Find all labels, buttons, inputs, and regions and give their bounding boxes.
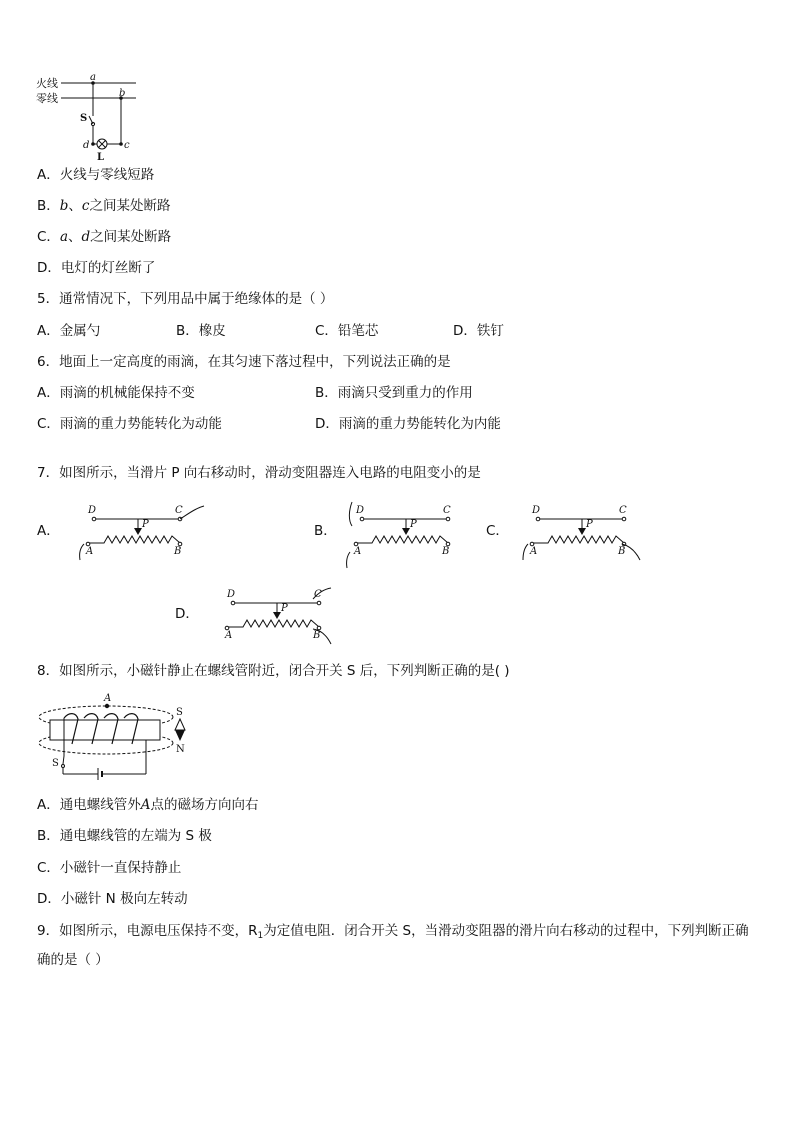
svg-text:a: a: [90, 72, 96, 83]
wire-from-d: [349, 502, 352, 526]
svg-text:L: L: [97, 152, 105, 163]
slider-p: [402, 528, 410, 535]
slider-p: [578, 528, 586, 535]
q9-stem: 9．如图所示，电源电压保持不变，$R_1$为定值电阻．闭合开关 S，当滑动变阻器的滑片向右移动的过程中，下列判断正确: [37, 923, 749, 941]
q5-option-d: D．铁钉: [453, 323, 504, 339]
rheostat-figure-b: [344, 496, 484, 564]
svg-text:A: A: [104, 693, 112, 704]
neutral-wire-label: 零线: [36, 92, 58, 105]
q7-option-c: C．: [486, 523, 509, 539]
q5-option-a: A．金属勺: [37, 323, 101, 339]
label-a: A: [225, 630, 233, 641]
q4-option-a: A．火线与零线短路: [37, 167, 155, 183]
label-d: D: [356, 505, 365, 516]
wire-from-a: [80, 544, 84, 560]
q6-option-b: B．雨滴只受到重力的作用: [315, 385, 473, 401]
wire-from-a: [347, 552, 350, 568]
label-a: A: [354, 546, 362, 557]
label-d: D: [532, 505, 541, 516]
q4-option-c: C．a、d之间某处断路: [37, 229, 172, 245]
wire-from-a: [523, 544, 528, 560]
terminal-c: [622, 517, 626, 521]
terminal-c: [317, 601, 321, 605]
q8-option-a: A．通电螺线管外A点的磁场方向向右: [37, 797, 259, 813]
q7-stem: 7．如图所示，当滑片 P 向右移动时，滑动变阻器连入电路的电阻变小的是: [37, 465, 481, 481]
q6-option-d: D．雨滴的重力势能转化为内能: [315, 416, 501, 432]
rheostat-figure-d: [215, 586, 355, 648]
q9-stem-line2: 确的是（ ）: [37, 952, 109, 968]
rheostat-figure-c: [520, 502, 660, 564]
live-wire-label: 火线: [36, 77, 58, 90]
label-c: C: [619, 505, 627, 516]
label-a: A: [530, 546, 538, 557]
label-a: A: [86, 546, 94, 557]
svg-text:S: S: [80, 113, 88, 124]
svg-text:b: b: [119, 88, 126, 99]
label-d: D: [88, 505, 97, 516]
q6-option-c: C．雨滴的重力势能转化为动能: [37, 416, 222, 432]
q7-option-d: D．: [175, 606, 199, 622]
label-p: P: [586, 519, 593, 530]
q5-option-b: B．橡皮: [176, 323, 226, 339]
q5-option-c: C．铅笔芯: [315, 323, 379, 339]
q8-option-c: C．小磁针一直保持静止: [37, 860, 182, 876]
label-p: P: [281, 603, 288, 614]
terminal-d: [231, 601, 235, 605]
label-c: C: [443, 505, 451, 516]
q4-option-b: B．b、c之间某处断路: [37, 198, 171, 214]
label-c: C: [175, 505, 183, 516]
terminal-d: [92, 517, 96, 521]
q4-option-d: D．电灯的灯丝断了: [37, 260, 156, 276]
svg-text:S: S: [52, 758, 59, 769]
q7-option-a: A．: [37, 523, 60, 539]
resistance-coil: [532, 536, 624, 543]
terminal-c: [446, 517, 450, 521]
label-d: D: [227, 589, 236, 600]
svg-text:N: N: [176, 744, 185, 755]
svg-text:c: c: [124, 140, 130, 151]
q6-option-a: A．雨滴的机械能保持不变: [37, 385, 195, 401]
household-circuit-figure: [36, 72, 146, 162]
svg-text:S: S: [176, 707, 183, 718]
label-b: B: [174, 546, 182, 557]
terminal-d: [360, 517, 364, 521]
q8-option-b: B．通电螺线管的左端为 S 极: [37, 828, 212, 844]
label-p: P: [410, 519, 417, 530]
q8-stem: 8．如图所示，小磁针静止在螺线管附近，闭合开关 S 后，下列判断正确的是( ): [37, 663, 510, 679]
q8-option-d: D．小磁针 N 极向左转动: [37, 891, 188, 907]
rheostat-figure-a: [76, 502, 216, 564]
solenoid-figure: [36, 692, 196, 782]
resistance-coil: [356, 536, 448, 543]
svg-text:d: d: [83, 140, 90, 151]
resistance-coil: [227, 620, 319, 627]
slider-p: [273, 612, 281, 619]
q5-stem: 5．通常情况下，下列用品中属于绝缘体的是（ ）: [37, 291, 334, 307]
label-c: C: [314, 589, 322, 600]
resistance-coil: [88, 536, 180, 543]
label-b: B: [618, 546, 626, 557]
q6-stem: 6．地面上一定高度的雨滴，在其匀速下落过程中，下列说法正确的是: [37, 354, 451, 370]
wire-from-c: [180, 506, 204, 519]
slider-p: [134, 528, 142, 535]
terminal-d: [536, 517, 540, 521]
label-b: B: [442, 546, 450, 557]
q7-option-b: B．: [314, 523, 337, 539]
label-p: P: [142, 519, 149, 530]
label-b: B: [313, 630, 321, 641]
